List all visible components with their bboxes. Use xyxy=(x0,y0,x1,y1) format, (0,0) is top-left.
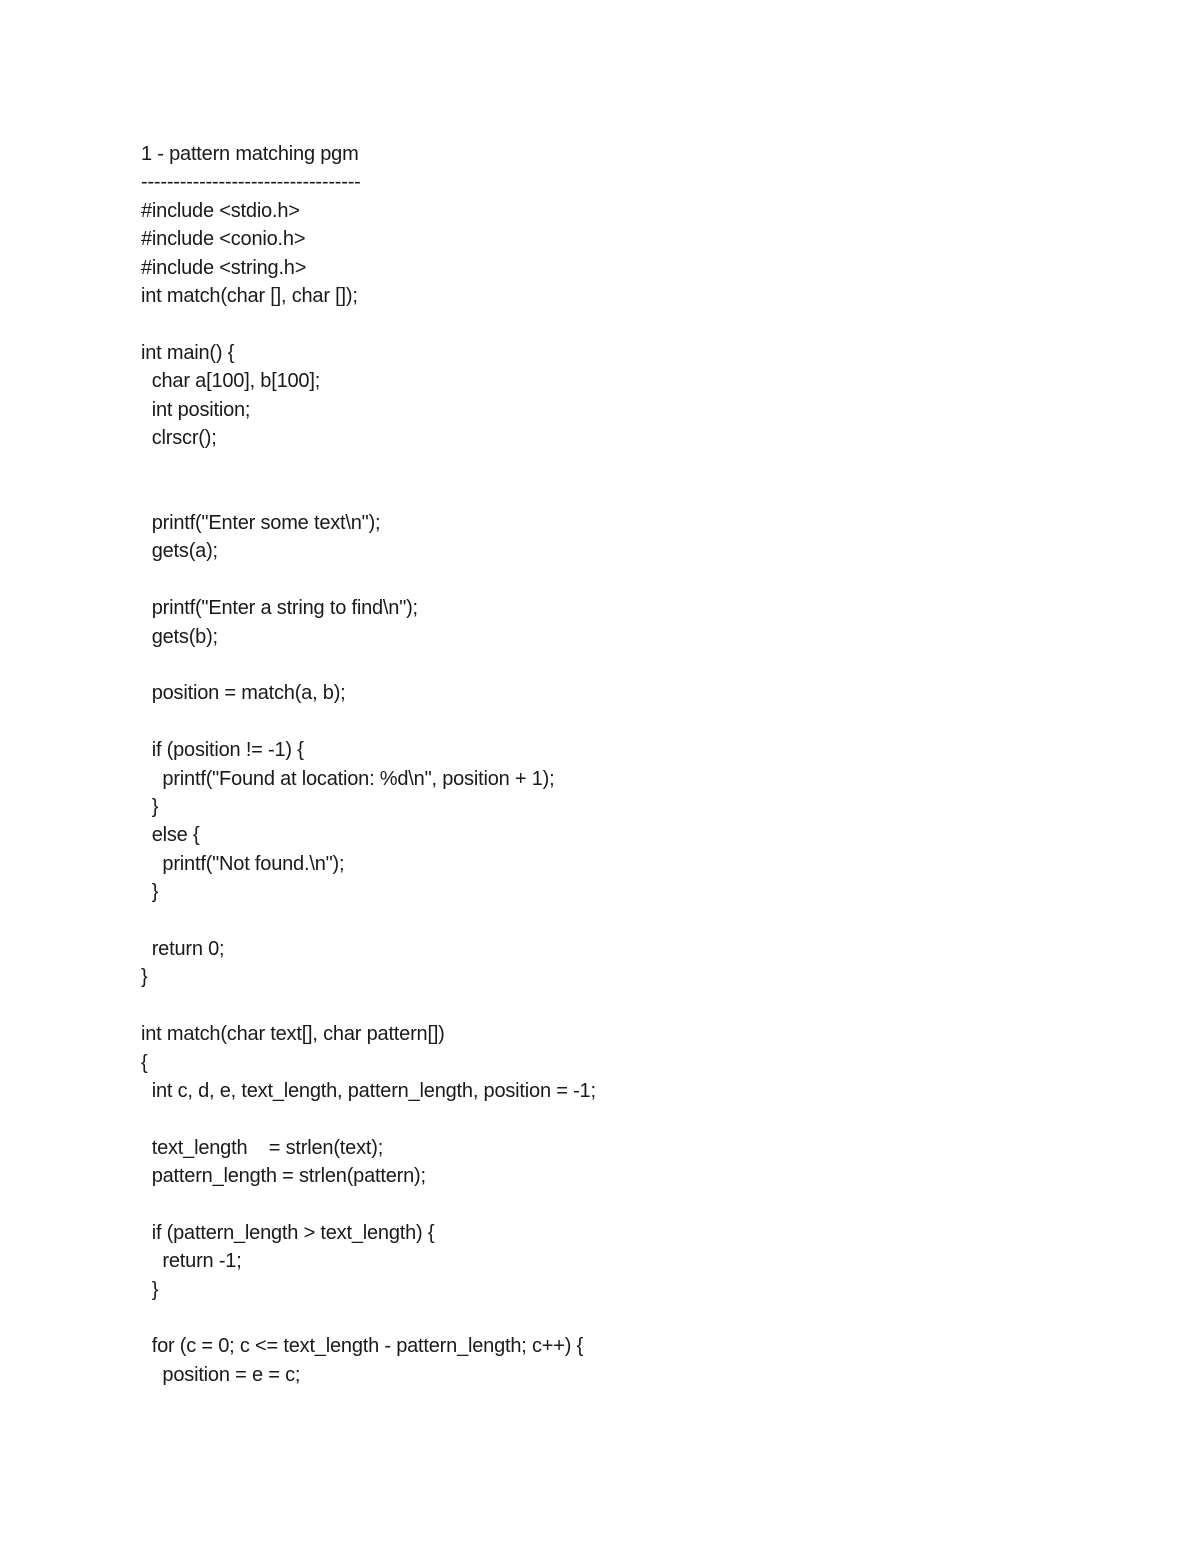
code-line: int main() { xyxy=(141,341,235,364)
code-line xyxy=(141,481,1141,509)
code-line: else { xyxy=(141,824,200,847)
code-line: } xyxy=(141,1278,159,1301)
code-line: int position; xyxy=(141,398,251,421)
title-underline: ---------------------------------- xyxy=(141,171,361,194)
code-line: if (position != -1) { xyxy=(141,739,304,762)
code-line: #include <stdio.h> xyxy=(141,199,300,222)
code-line: printf("Not found.\n"); xyxy=(141,852,345,875)
code-line: return 0; xyxy=(141,937,225,960)
code-line: } xyxy=(141,795,159,818)
code-line: printf("Enter a string to find\n"); xyxy=(141,597,418,620)
code-line: pattern_length = strlen(pattern); xyxy=(141,1165,426,1188)
code-line xyxy=(141,310,1141,338)
code-line xyxy=(141,907,1141,935)
code-line xyxy=(141,708,1141,736)
code-line: position = match(a, b); xyxy=(141,682,346,705)
document-title: 1 - pattern matching pgm xyxy=(141,143,359,165)
code-line: printf("Found at location: %d\n", position + 1); xyxy=(141,767,555,790)
code-line: text_length = strlen(text); xyxy=(141,1136,384,1159)
code-line xyxy=(141,452,1141,480)
code-line: if (pattern_length > text_length) { xyxy=(141,1221,435,1244)
code-line: int match(char [], char []); xyxy=(141,284,358,307)
code-line xyxy=(141,566,1141,594)
code-line: gets(a); xyxy=(141,540,218,563)
code-line: { xyxy=(141,1051,148,1074)
code-line: position = e = c; xyxy=(141,1363,301,1386)
code-line: } xyxy=(141,966,148,989)
code-line xyxy=(141,1105,1141,1133)
code-line: int c, d, e, text_length, pattern_length, position = -1; xyxy=(141,1079,596,1102)
code-line xyxy=(141,1190,1141,1218)
code-line xyxy=(141,651,1141,679)
code-line: return -1; xyxy=(141,1250,242,1273)
code-line: printf("Enter some text\n"); xyxy=(141,512,381,535)
code-line: int match(char text[], char pattern[]) xyxy=(141,1023,445,1046)
code-line: } xyxy=(141,881,159,904)
code-line: #include <conio.h> xyxy=(141,228,306,251)
code-line: clrscr(); xyxy=(141,426,217,449)
code-listing xyxy=(141,140,1141,1389)
code-line xyxy=(141,992,1141,1020)
code-line: #include <string.h> xyxy=(141,256,307,279)
code-line xyxy=(141,1304,1141,1332)
code-line: char a[100], b[100]; xyxy=(141,370,321,393)
code-line: for (c = 0; c <= text_length - pattern_length; c++) { xyxy=(141,1335,584,1358)
code-line: gets(b); xyxy=(141,625,218,648)
